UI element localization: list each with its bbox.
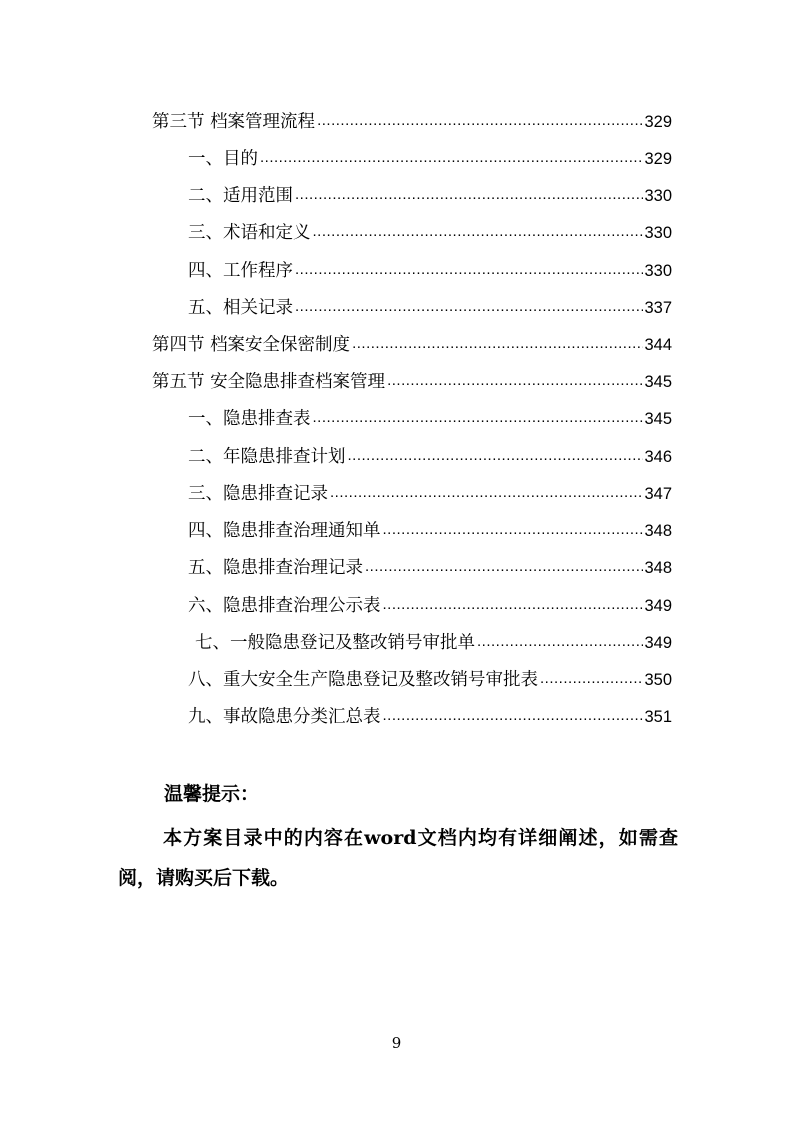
toc-entry-page: 330 bbox=[644, 224, 672, 242]
toc-entry-page: 330 bbox=[644, 187, 672, 205]
toc-entry-title: 第五节 安全隐患排查档案管理 bbox=[152, 372, 386, 392]
toc-entry-page: 349 bbox=[644, 634, 672, 652]
toc-entry-title: 七、一般隐患登记及整改销号审批单 bbox=[195, 633, 475, 653]
toc-entry[interactable] bbox=[0, 252, 793, 282]
toc-leader-dots bbox=[313, 221, 644, 244]
toc-entry-page: 347 bbox=[644, 485, 672, 503]
toc-entry-page: 349 bbox=[644, 597, 672, 615]
toc-leader-dots bbox=[383, 705, 644, 728]
toc-entry[interactable] bbox=[0, 326, 793, 356]
toc-entry-page: 348 bbox=[644, 559, 672, 577]
toc-leader-dots bbox=[383, 594, 644, 617]
toc-leader-dots bbox=[295, 296, 643, 319]
toc-entry-title: 四、隐患排查治理通知单 bbox=[188, 521, 381, 541]
toc-entry-title: 一、目的 bbox=[188, 149, 258, 169]
toc-leader-dots bbox=[540, 668, 643, 691]
page-number: 9 bbox=[391, 1034, 402, 1052]
toc-entry-title: 三、术语和定义 bbox=[188, 223, 311, 243]
toc-entry[interactable] bbox=[0, 661, 793, 691]
toc-leader-dots bbox=[330, 482, 643, 505]
toc-entry[interactable] bbox=[0, 214, 793, 244]
toc-entry-page: 348 bbox=[644, 522, 672, 540]
toc-leader-dots bbox=[387, 370, 643, 393]
toc-leader-dots bbox=[352, 333, 643, 356]
toc-entry-title: 五、相关记录 bbox=[188, 298, 293, 318]
toc-leader-dots bbox=[260, 147, 643, 170]
toc-entry-page: 351 bbox=[644, 708, 672, 726]
toc-entry-page: 344 bbox=[644, 336, 672, 354]
toc-leader-dots bbox=[477, 631, 643, 654]
toc-leader-dots bbox=[313, 407, 644, 430]
toc-entry-title: 六、隐患排查治理公示表 bbox=[188, 596, 381, 616]
toc-entry[interactable] bbox=[0, 363, 793, 393]
toc-entry[interactable] bbox=[0, 549, 793, 579]
toc-entry-title: 三、隐患排查记录 bbox=[188, 484, 328, 504]
toc-entry-title: 四、工作程序 bbox=[188, 261, 293, 281]
toc-leader-dots bbox=[295, 259, 643, 282]
toc-entry-title: 九、事故隐患分类汇总表 bbox=[188, 707, 381, 727]
toc-entry-title: 二、适用范围 bbox=[188, 186, 293, 206]
toc-entry-page: 337 bbox=[644, 299, 672, 317]
toc-entry-page: 346 bbox=[644, 448, 672, 466]
toc-entry-page: 329 bbox=[644, 113, 672, 131]
toc-entry-page: 330 bbox=[644, 262, 672, 280]
toc-entry-page: 350 bbox=[644, 671, 672, 689]
toc-entry-title: 二、年隐患排查计划 bbox=[188, 447, 346, 467]
toc-entry-page: 345 bbox=[644, 373, 672, 391]
toc-entry-title: 五、隐患排查治理记录 bbox=[188, 558, 363, 578]
toc-entry[interactable] bbox=[0, 289, 793, 319]
toc-entry[interactable] bbox=[0, 400, 793, 430]
toc-entry-page: 329 bbox=[644, 150, 672, 168]
toc-entry-title: 八、重大安全生产隐患登记及整改销号审批表 bbox=[188, 670, 538, 690]
toc-entry[interactable] bbox=[0, 140, 793, 170]
toc-entry[interactable] bbox=[0, 512, 793, 542]
toc-entry-title: 第四节 档案安全保密制度 bbox=[152, 335, 351, 355]
toc-leader-dots bbox=[295, 184, 643, 207]
toc-leader-dots bbox=[365, 556, 643, 579]
toc-leader-dots bbox=[383, 519, 644, 542]
toc-entry[interactable] bbox=[0, 177, 793, 207]
toc-entry[interactable] bbox=[0, 624, 793, 654]
toc-entry[interactable] bbox=[0, 475, 793, 505]
toc-entry[interactable] bbox=[0, 438, 793, 468]
tip-body: 本方案目录中的内容在word文档内均有详细阐述，如需查阅，请购买后下载。 bbox=[118, 827, 678, 889]
toc-entry[interactable] bbox=[0, 103, 793, 133]
toc-leader-dots bbox=[348, 445, 644, 468]
toc-entry-title: 一、隐患排查表 bbox=[188, 409, 311, 429]
toc-entry[interactable] bbox=[0, 587, 793, 617]
toc-entry-title: 第三节 档案管理流程 bbox=[152, 112, 316, 132]
toc-leader-dots bbox=[317, 110, 643, 133]
toc-entry-page: 345 bbox=[644, 410, 672, 428]
toc-entry[interactable] bbox=[0, 698, 793, 728]
tip-heading: 温馨提示： bbox=[164, 783, 260, 805]
